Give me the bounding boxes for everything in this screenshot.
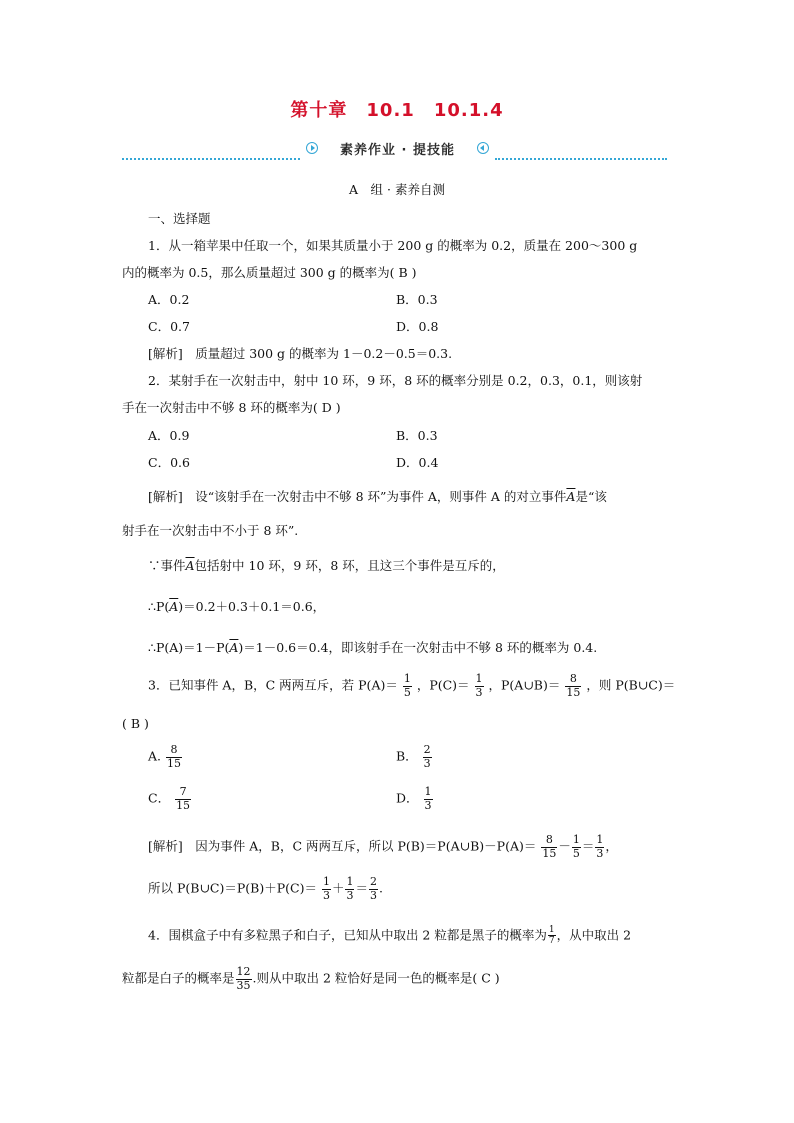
q2-analysis-line3: ∵事件$\overline{A}$包括射中 10 环，9 环，8 环，且这三个事件是互斥的，	[148, 558, 505, 573]
fraction-1-3: $\frac{1}{3}$	[596, 833, 604, 860]
play-left-icon	[477, 142, 489, 154]
q2-analysis-line1: [解析] 设“该射手在一次射击中不够 8 环”为事件 A，则事件 A 的对立事件$\overline{A}$是“该	[148, 489, 607, 504]
q3-option-a: A. $\frac{8}{15}$	[148, 743, 181, 770]
q3-analysis-line1: [解析] 因为事件 A，B，C 两两互斥，所以 P(B)＝P(A∪B)－P(A)＝ $\frac{8}{15}$ － $\frac{1}{5}$ ＝ $\frac{1}{3}$ ，	[148, 833, 618, 860]
banner-divider-right	[495, 158, 667, 160]
fraction-7-15: $\frac{7}{15}$	[176, 785, 191, 812]
q3-option-c: C． $\frac{7}{15}$	[148, 785, 191, 812]
fraction-12-35: $\frac{12}{35}$	[236, 965, 251, 992]
q1-stem-line2: 内的概率为 0.5，那么质量超过 300 g 的概率为( B )	[122, 265, 417, 280]
q1-option-a: A．0.2	[148, 292, 190, 307]
q1-option-b: B．0.3	[396, 292, 438, 307]
fraction-1-7: $\frac{1}{7}$	[548, 925, 555, 947]
q2-analysis-line4: $\therefore P(\overline{A})=0.2+0.3+0.1=0.6$，	[148, 599, 326, 614]
q4-stem-line1: 4．围棋盒子中有多粒黑子和白子，已知从中取出 2 粒都是黑子的概率为 $\frac{1}{7}$ ，从中取出 2	[148, 925, 632, 947]
overline-a: $\overline{A}$	[566, 489, 576, 504]
q2-analysis-line2: 射手在一次射击中不小于 8 环”.	[122, 523, 299, 538]
fraction-8-15: $\frac{8}{15}$	[167, 743, 181, 770]
fraction-1-5: $\frac{1}{5}$	[403, 672, 411, 699]
q1-analysis: [解析] 质量超过 300 g 的概率为 1－0.2－0.5＝0.3.	[148, 346, 453, 361]
section-banner	[300, 138, 495, 158]
q1-option-d: D．0.8	[396, 319, 439, 334]
q2-option-a: A．0.9	[148, 428, 190, 443]
fraction-1-3: $\frac{1}{3}$	[322, 875, 330, 902]
q3-analysis-line2: 所以 P(B∪C)＝P(B)＋P(C)＝ $\frac{1}{3}$ ＋ $\frac{1}{3}$ ＝ $\frac{2}{3}$ .	[148, 875, 383, 902]
fraction-8-15: $\frac{8}{15}$	[542, 833, 557, 860]
q2-option-d: D．0.4	[396, 455, 439, 470]
fraction-1-3: $\frac{1}{3}$	[424, 785, 432, 812]
q1-stem-line1: 1．从一箱苹果中任取一个，如果其质量小于 200 g 的概率为 0.2，质量在 200～300 g	[148, 238, 638, 253]
q3-option-d: D． $\frac{1}{3}$	[396, 785, 432, 812]
page-title: 第十章 10.1 10.1.4	[290, 100, 504, 121]
q2-option-b: B．0.3	[396, 428, 438, 443]
banner-text: 素养作业 · 提技能	[340, 143, 455, 158]
fraction-1-3: $\frac{1}{3}$	[346, 875, 354, 902]
fraction-1-3: $\frac{1}{3}$	[475, 672, 483, 699]
q2-option-c: C．0.6	[148, 455, 190, 470]
q3-answer: ( B )	[122, 716, 149, 731]
group-title: A 组 · 素养自测	[349, 182, 445, 197]
fraction-1-5: $\frac{1}{5}$	[572, 833, 580, 860]
overline-a: $\overline{A}$	[169, 599, 179, 614]
section-heading: 一、选择题	[148, 211, 211, 226]
q2-stem-line2: 手在一次射击中不够 8 环的概率为( D )	[122, 400, 341, 415]
overline-a: $\overline{A}$	[185, 558, 195, 573]
banner-divider-left	[122, 158, 300, 160]
q4-stem-line2: 粒都是白子的概率是 $\frac{12}{35}$ .则从中取出 2 粒恰好是同一色的概率是( C )	[122, 965, 500, 992]
q2-analysis-line5: $\therefore P(A)=1-P(\overline{A})=1-0.6=0.4$，即该射手在一次射击中不够 8 环的概率为 0.4.	[148, 640, 598, 655]
q1-option-c: C．0.7	[148, 319, 190, 334]
fraction-8-15: $\frac{8}{15}$	[566, 672, 581, 699]
q3-option-b: B． $\frac{2}{3}$	[396, 743, 431, 770]
fraction-2-3: $\frac{2}{3}$	[423, 743, 431, 770]
overline-a: $\overline{A}$	[229, 640, 239, 655]
fraction-2-3: $\frac{2}{3}$	[369, 875, 377, 902]
q2-stem-line1: 2．某射手在一次射击中，射中 10 环，9 环，8 环的概率分别是 0.2，0.3，0.1，则该射	[148, 373, 643, 388]
q3-stem-line1: 3．已知事件 A，B，C 两两互斥，若 P(A)＝ $\frac{1}{5}$ ，P(C)＝ $\frac{1}{3}$ ，P(A∪B)＝ $\frac{8}{15}$ ，则 P(B∪C)＝	[148, 672, 676, 699]
